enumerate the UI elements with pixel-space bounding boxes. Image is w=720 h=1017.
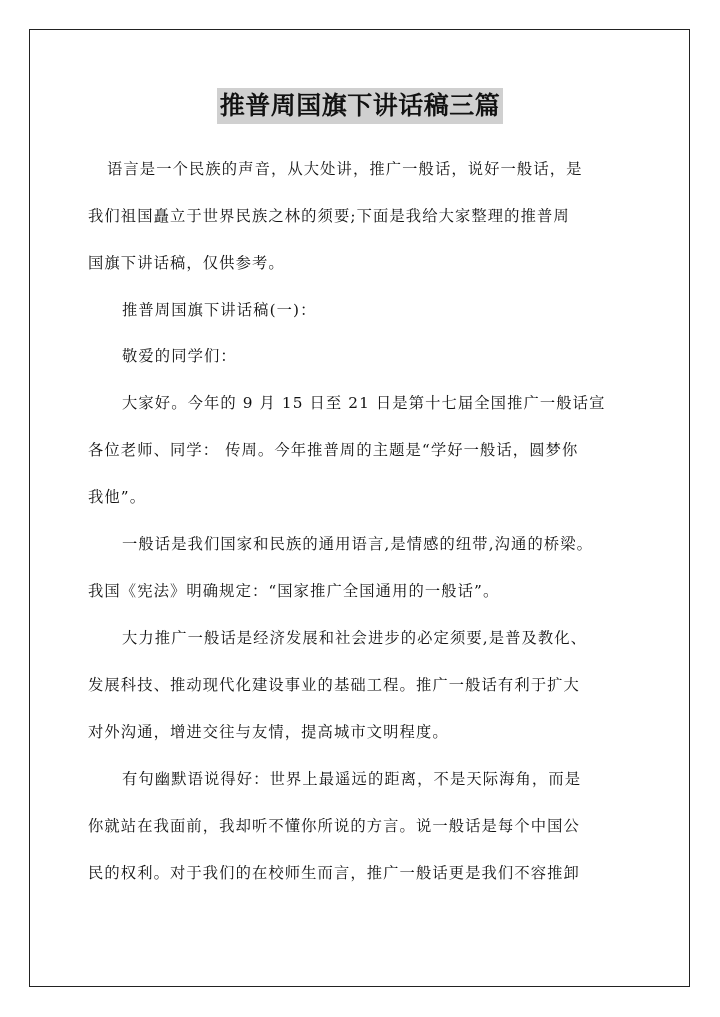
paragraph-line: 发展科技、推动现代化建设事业的基础工程。推广一般话有利于扩大 xyxy=(88,676,580,694)
paragraph-line: 大家好。今年的 9 月 15 日至 21 日是第十七届全国推广一般话宣 xyxy=(122,394,606,412)
paragraph-line: 语言是一个民族的声音，从大处讲，推广一般话，说好一般话，是 xyxy=(107,160,583,178)
paragraph-line: 我们祖国矗立于世界民族之林的须要;下面是我给大家整理的推普周 xyxy=(88,207,570,225)
salutation: 敬爱的同学们： xyxy=(122,347,237,365)
paragraph-line: 我国《宪法》明确规定：“国家推广全国通用的一般话”。 xyxy=(88,582,500,600)
paragraph-line: 对外沟通，增进交往与友情，提高城市文明程度。 xyxy=(88,723,449,741)
paragraph-line: 各位老师、同学： 传周。今年推普周的主题是“学好一般话，圆梦你 xyxy=(88,441,579,459)
paragraph-line: 我他”。 xyxy=(88,488,147,506)
document-title-text: 推普周国旗下讲话稿三篇 xyxy=(217,88,504,124)
paragraph-line: 国旗下讲话稿，仅供参考。 xyxy=(88,254,285,272)
document-title xyxy=(0,88,720,124)
paragraph-line: 你就站在我面前，我却听不懂你所说的方言。说一般话是每个中国公 xyxy=(88,817,580,835)
paragraph-line: 大力推广一般话是经济发展和社会进步的必定须要,是普及教化、 xyxy=(122,629,588,647)
paragraph-line: 一般话是我们国家和民族的通用语言,是情感的纽带,沟通的桥梁。 xyxy=(122,535,594,553)
section-heading: 推普周国旗下讲话稿(一)： xyxy=(122,301,317,319)
paragraph-line: 民的权利。对于我们的在校师生而言，推广一般话更是我们不容推卸 xyxy=(88,864,580,882)
paragraph-line: 有句幽默语说得好：世界上最遥远的距离，不是天际海角，而是 xyxy=(122,770,582,788)
